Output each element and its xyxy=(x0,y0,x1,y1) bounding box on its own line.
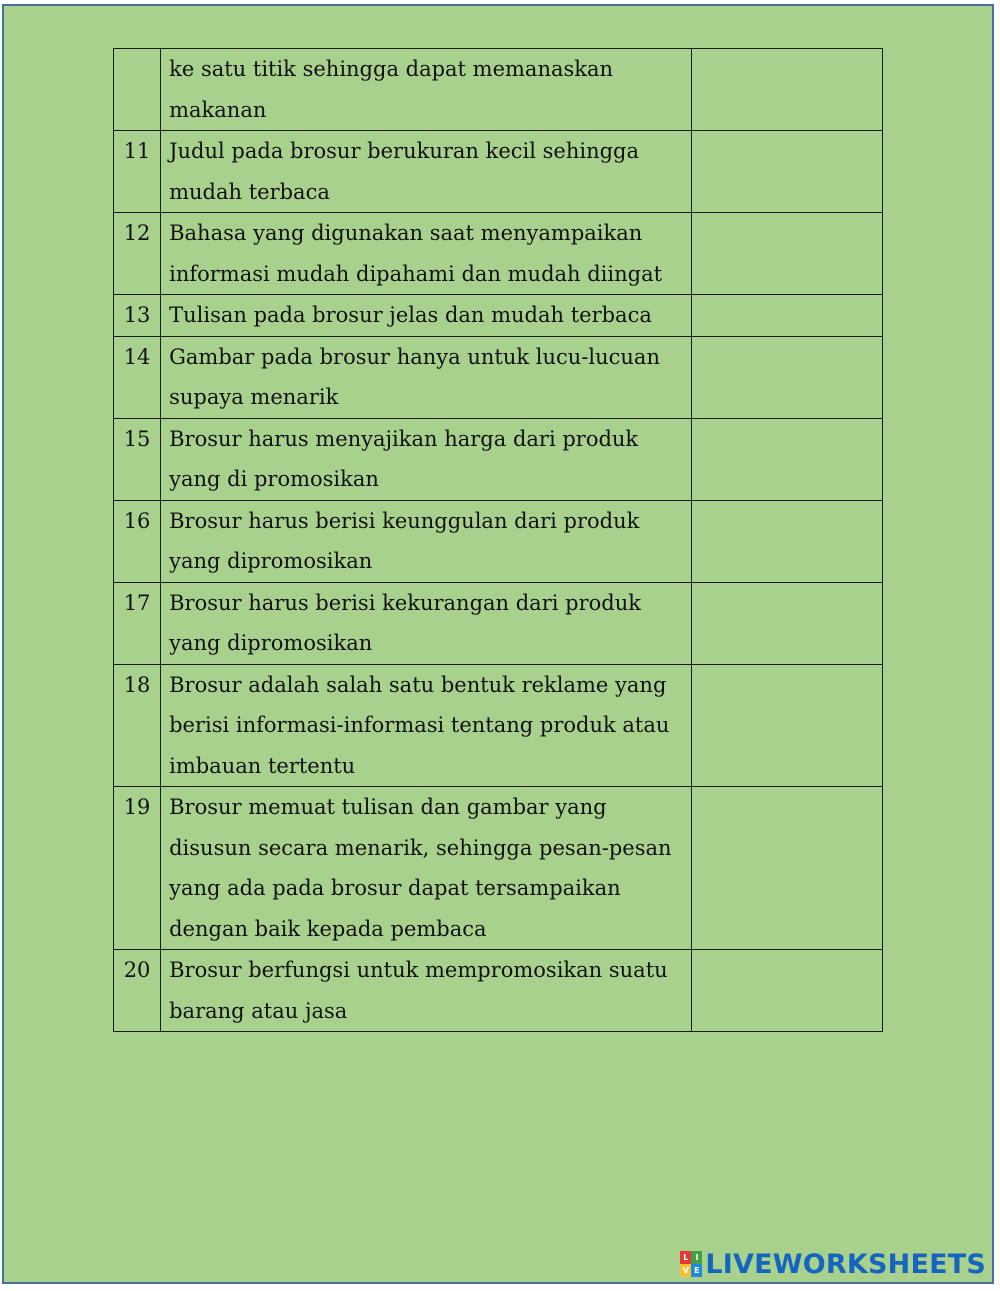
row-number: 17 xyxy=(114,582,161,664)
answer-input[interactable] xyxy=(692,419,882,459)
row-number: 16 xyxy=(114,500,161,582)
answer-input[interactable] xyxy=(692,787,882,827)
answer-input[interactable] xyxy=(692,583,882,623)
statement-text: Bahasa yang digunakan saat menyampaikan informasi mudah dipahami dan mudah diingat xyxy=(161,213,692,295)
answer-input[interactable] xyxy=(692,950,882,990)
worksheet-page xyxy=(2,4,994,1284)
table-row xyxy=(114,664,883,787)
answer-input[interactable] xyxy=(692,213,882,253)
answer-input[interactable] xyxy=(692,295,882,335)
answer-input[interactable] xyxy=(692,665,882,705)
answer-input[interactable] xyxy=(692,337,882,377)
table-row xyxy=(114,131,883,213)
table-row xyxy=(114,49,883,131)
answer-cell[interactable] xyxy=(692,213,883,295)
logo-text: LIVEWORKSHEETS xyxy=(705,1248,986,1280)
answer-cell[interactable] xyxy=(692,950,883,1032)
statement-text: Tulisan pada brosur jelas dan mudah terbaca xyxy=(161,295,692,337)
table-row xyxy=(114,336,883,418)
row-number: 14 xyxy=(114,336,161,418)
answer-cell[interactable] xyxy=(692,664,883,787)
row-number: 19 xyxy=(114,787,161,950)
answer-cell[interactable] xyxy=(692,418,883,500)
row-number: 12 xyxy=(114,213,161,295)
statement-text: Brosur harus berisi kekurangan dari produk yang dipromosikan xyxy=(161,582,692,664)
liveworksheets-logo[interactable] xyxy=(680,1248,986,1280)
statement-table xyxy=(113,48,883,1032)
statement-text: ke satu titik sehingga dapat memanaskan makanan xyxy=(161,49,692,131)
statement-text: Judul pada brosur berukuran kecil sehingga mudah terbaca xyxy=(161,131,692,213)
answer-input[interactable] xyxy=(692,501,882,541)
liveworksheets-logo-icon: L I V E xyxy=(680,1251,702,1277)
row-number xyxy=(114,49,161,131)
statement-table-body xyxy=(114,49,883,1032)
statement-text: Brosur harus berisi keunggulan dari produk yang dipromosikan xyxy=(161,500,692,582)
answer-input[interactable] xyxy=(692,131,882,171)
table-row xyxy=(114,295,883,337)
statement-text: Brosur memuat tulisan dan gambar yang disusun secara menarik, sehingga pesan-pesan yang ada pada brosur dapat tersampaikan dengan baik kepada pembaca xyxy=(161,787,692,950)
table-row xyxy=(114,950,883,1032)
statement-text: Brosur berfungsi untuk mempromosikan suatu barang atau jasa xyxy=(161,950,692,1032)
row-number: 20 xyxy=(114,950,161,1032)
row-number: 13 xyxy=(114,295,161,337)
row-number: 15 xyxy=(114,418,161,500)
table-row xyxy=(114,418,883,500)
answer-cell[interactable] xyxy=(692,787,883,950)
answer-input[interactable] xyxy=(692,49,882,89)
answer-cell[interactable] xyxy=(692,582,883,664)
table-row xyxy=(114,787,883,950)
row-number: 18 xyxy=(114,664,161,787)
table-row xyxy=(114,213,883,295)
row-number: 11 xyxy=(114,131,161,213)
answer-cell[interactable] xyxy=(692,500,883,582)
table-row xyxy=(114,500,883,582)
answer-cell[interactable] xyxy=(692,49,883,131)
statement-text: Brosur adalah salah satu bentuk reklame yang berisi informasi-informasi tentang produk atau imbauan tertentu xyxy=(161,664,692,787)
answer-cell[interactable] xyxy=(692,131,883,213)
answer-cell[interactable] xyxy=(692,336,883,418)
statement-text: Brosur harus menyajikan harga dari produk yang di promosikan xyxy=(161,418,692,500)
answer-cell[interactable] xyxy=(692,295,883,337)
table-row xyxy=(114,582,883,664)
statement-text: Gambar pada brosur hanya untuk lucu-lucuan supaya menarik xyxy=(161,336,692,418)
